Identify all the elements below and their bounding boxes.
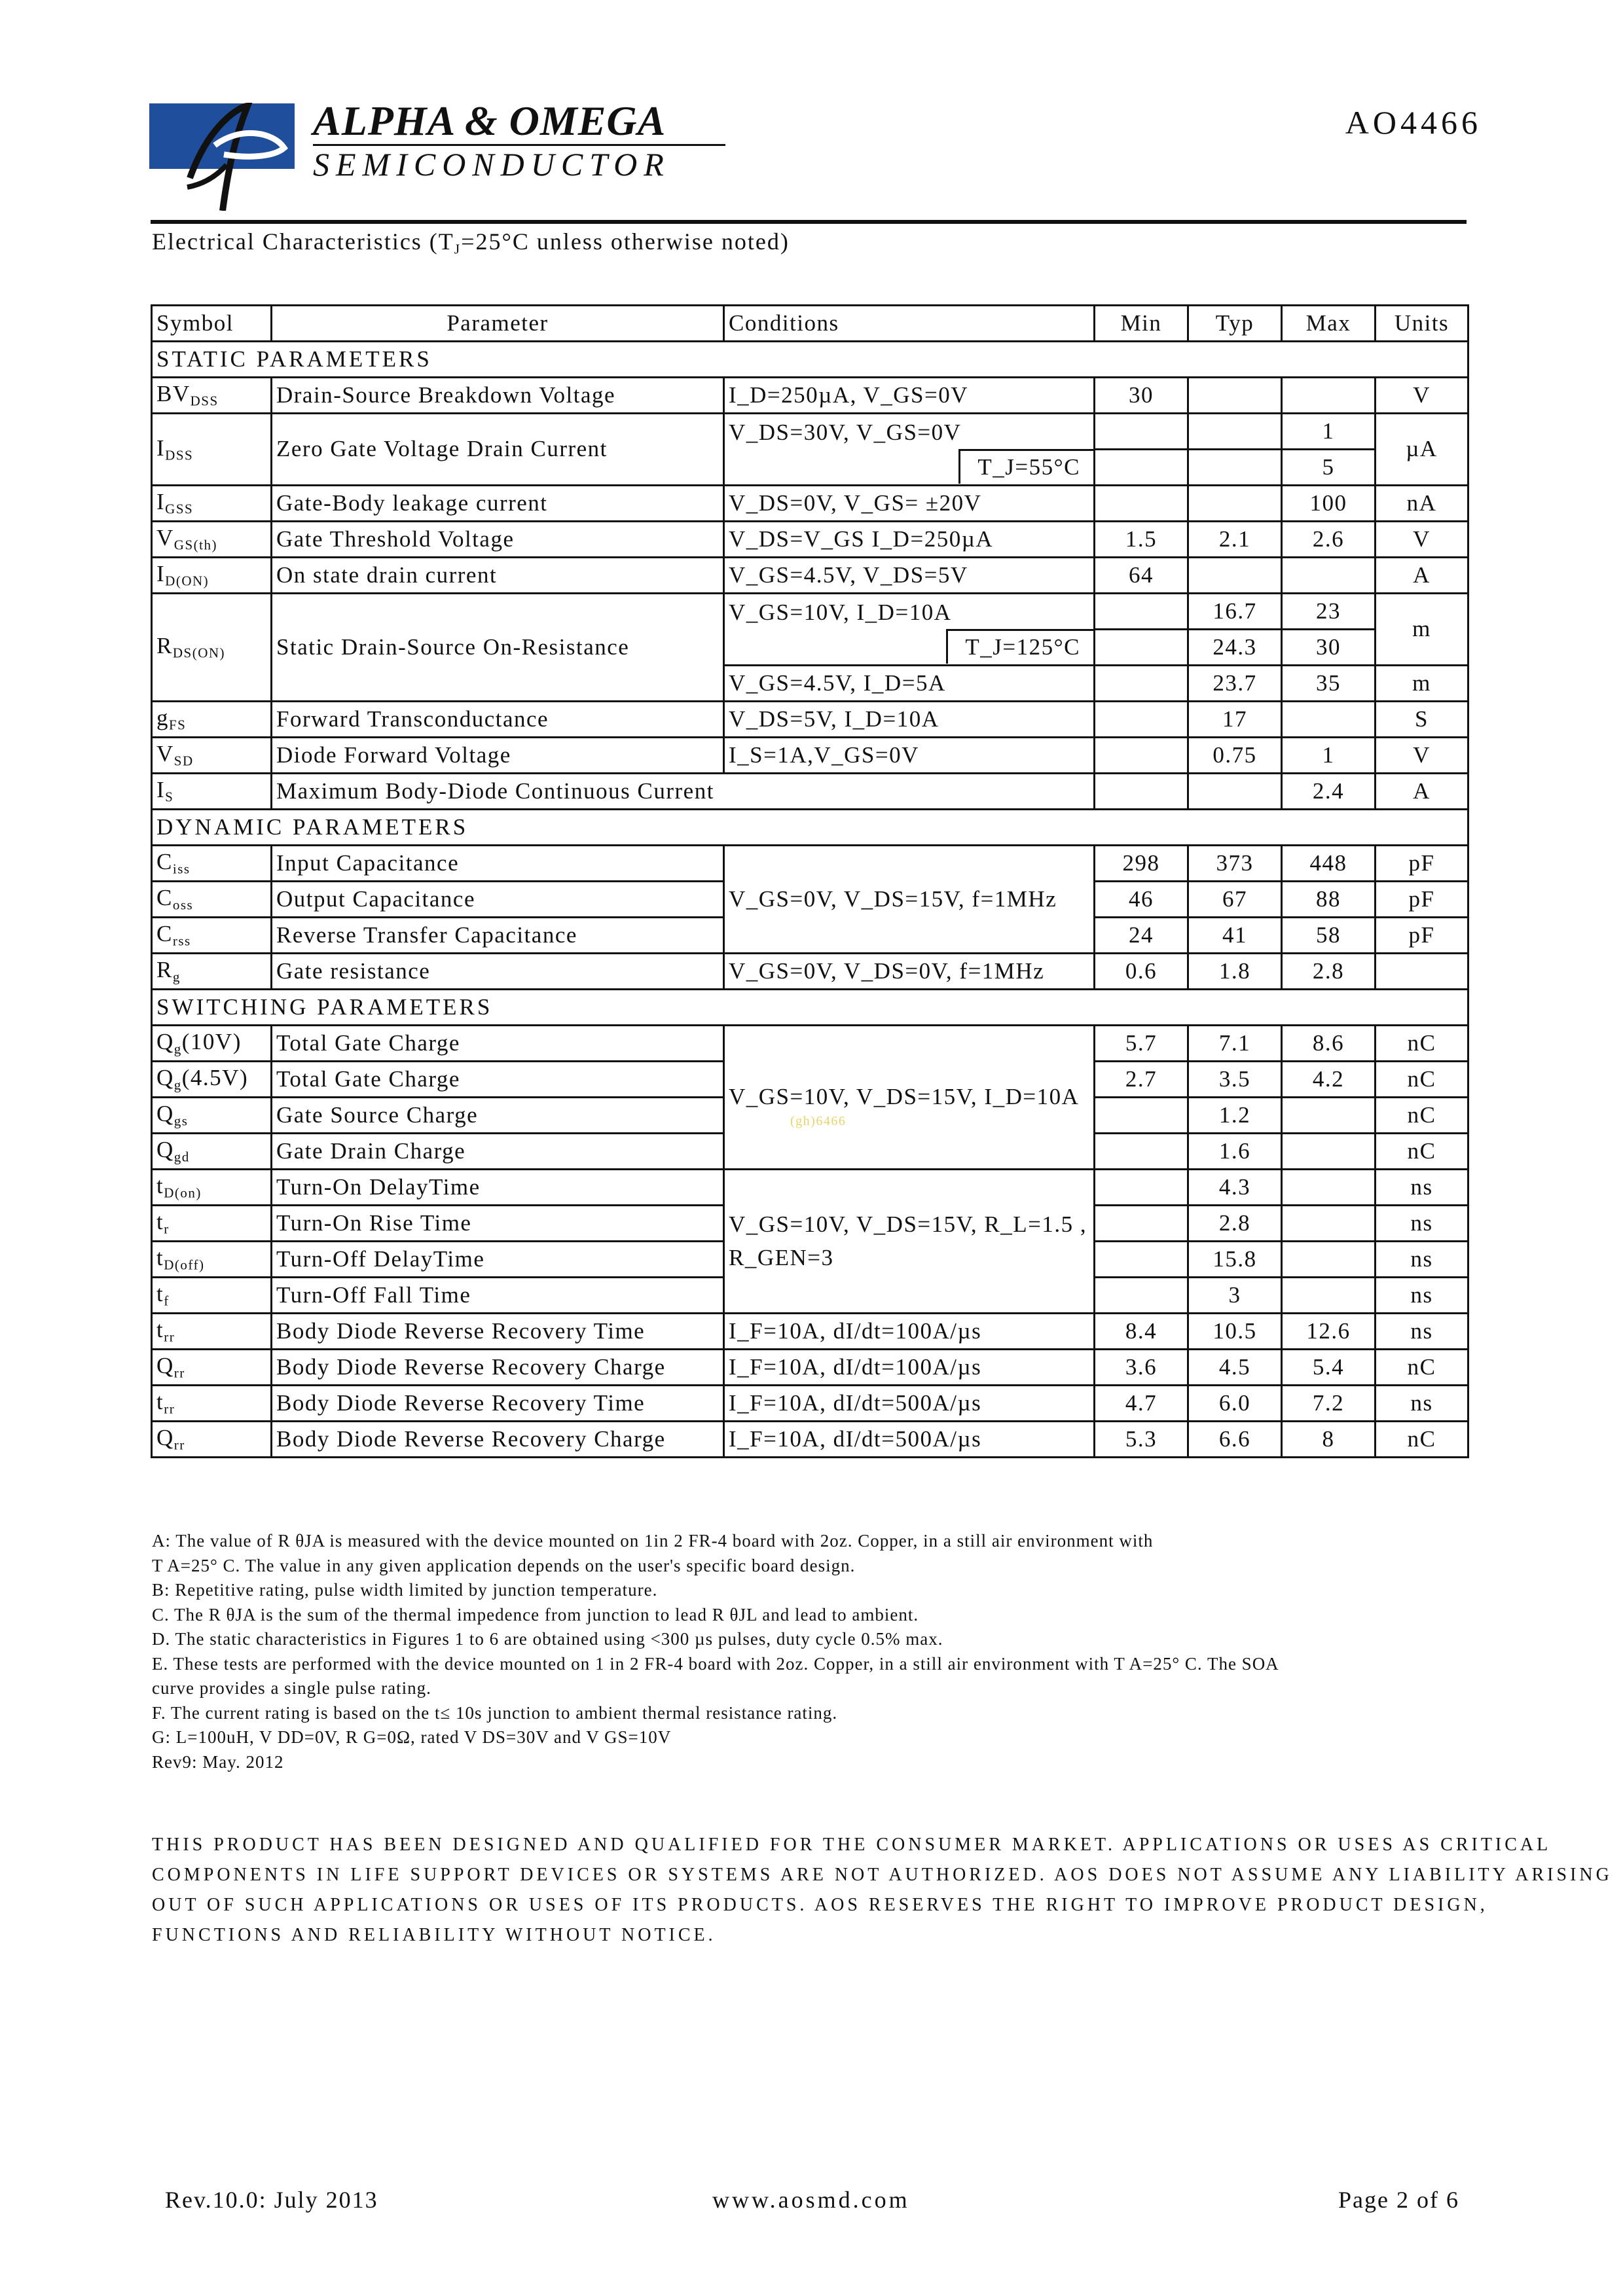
typ-cell: 0.75 [1188, 738, 1282, 774]
conditions-cell: V_DS=30V, V_GS=0V T_J=55°C [724, 414, 1095, 486]
max-cell: 2.6 [1282, 522, 1376, 558]
parameter-cell: Turn-On DelayTime [272, 1170, 724, 1206]
min-cell [1095, 1134, 1188, 1170]
typ-cell: 16.7 [1188, 594, 1282, 630]
parameter-cell: Input Capacitance [272, 846, 724, 882]
table-row [152, 594, 1468, 630]
symbol-cell: $I_{DSS}$ [152, 414, 272, 486]
symbol-cell: $Q_{rr}$ [152, 1350, 272, 1386]
max-cell: 5 [1282, 450, 1376, 486]
parameter-cell: On state drain current [272, 558, 724, 594]
symbol-cell: $t_f$ [152, 1278, 272, 1314]
footer-page-number: Page 2 of 6 [1338, 2187, 1459, 2213]
unit-cell: ns [1376, 1278, 1468, 1314]
table-row [152, 378, 1468, 414]
conditions-cell: V_GS=4.5V, I_D=5A [724, 666, 1095, 702]
section-row [152, 990, 1468, 1026]
section-label: DYNAMIC PARAMETERS [152, 810, 1468, 846]
col-header: Min [1095, 306, 1188, 342]
min-cell [1095, 666, 1188, 702]
unit-cell: ns [1376, 1170, 1468, 1206]
table-row [152, 1170, 1468, 1206]
section-row [152, 810, 1468, 846]
max-cell [1282, 378, 1376, 414]
typ-cell: 2.8 [1188, 1206, 1282, 1242]
max-cell [1282, 1278, 1376, 1314]
table-row [152, 1314, 1468, 1350]
symbol-cell: $t_{rr}$ [152, 1386, 272, 1422]
unit-cell: ns [1376, 1242, 1468, 1278]
max-cell: 23 [1282, 594, 1376, 630]
unit-cell: m [1376, 666, 1468, 702]
symbol-cell: $I_{D(ON)}$ [152, 558, 272, 594]
table-row [152, 522, 1468, 558]
conditions-cell: I_F=10A, dI/dt=100A/µs [724, 1350, 1095, 1386]
typ-cell: 24.3 [1188, 630, 1282, 666]
parameter-cell: Body Diode Reverse Recovery Time [272, 1314, 724, 1350]
col-header: Typ [1188, 306, 1282, 342]
max-cell [1282, 1206, 1376, 1242]
footnote: E. These tests are performed with the device mounted on 1 in 2 FR-4 board with 2oz. Copper, in a still air environment with T A=25° C. The SOA [152, 1653, 1279, 1674]
unit-cell [1376, 954, 1468, 990]
conditions-cell: V_GS=4.5V, V_DS=5V [724, 558, 1095, 594]
symbol-cell: $t_{rr}$ [152, 1314, 272, 1350]
parameter-cell: Zero Gate Voltage Drain Current [272, 414, 724, 486]
symbol-cell: $R_{DS(ON)}$ [152, 594, 272, 702]
unit-cell: A [1376, 774, 1468, 810]
max-cell: 448 [1282, 846, 1376, 882]
max-cell: 1 [1282, 738, 1376, 774]
typ-cell: 17 [1188, 702, 1282, 738]
unit-cell: µA [1376, 414, 1468, 486]
symbol-cell: $Q_{gs}$ [152, 1098, 272, 1134]
min-cell: 5.7 [1095, 1026, 1188, 1062]
unit-cell: nC [1376, 1422, 1468, 1458]
company-name: ALPHA & OMEGA [313, 98, 666, 144]
header-rule [151, 220, 1467, 224]
parameter-cell: Turn-On Rise Time [272, 1206, 724, 1242]
min-cell: 0.6 [1095, 954, 1188, 990]
conditions-cell: V_GS=10V, V_DS=15V, I_D=10A (gh)6466 [724, 1026, 1095, 1170]
conditions-cell: V_DS=0V, V_GS= ±20V [724, 486, 1095, 522]
disclaimer-line: COMPONENTS IN LIFE SUPPORT DEVICES OR SYSTEMS ARE NOT AUTHORIZED. AOS DOES NOT ASSUME ANY LIABILITY ARISING [152, 1865, 1613, 1885]
symbol-cell: $C_{rss}$ [152, 918, 272, 954]
table-row [152, 738, 1468, 774]
unit-cell: nC [1376, 1026, 1468, 1062]
conditions-cell: I_F=10A, dI/dt=500A/µs [724, 1422, 1095, 1458]
min-cell [1095, 702, 1188, 738]
parameter-cell: Gate Source Charge [272, 1098, 724, 1134]
typ-cell: 10.5 [1188, 1314, 1282, 1350]
parameter-cell: Turn-Off Fall Time [272, 1278, 724, 1314]
col-header: Symbol [152, 306, 272, 342]
aos-logo-icon [149, 99, 300, 211]
typ-cell: 6.6 [1188, 1422, 1282, 1458]
parameter-cell: Gate Drain Charge [272, 1134, 724, 1170]
table-row [152, 1350, 1468, 1386]
watermark-mark: (gh)6466 [790, 1114, 847, 1128]
conditions-cell: V_GS=10V, I_D=10A T_J=125°C [724, 594, 1095, 666]
section-label: SWITCHING PARAMETERS [152, 990, 1468, 1026]
parameter-cell: Static Drain-Source On-Resistance [272, 594, 724, 702]
min-cell [1095, 738, 1188, 774]
col-header: Parameter [272, 306, 724, 342]
max-cell: 35 [1282, 666, 1376, 702]
tj-condition: T_J=125°C [946, 629, 1093, 664]
parameter-cell: Gate-Body leakage current [272, 486, 724, 522]
symbol-cell: $t_r$ [152, 1206, 272, 1242]
symbol-cell: $V_{SD}$ [152, 738, 272, 774]
symbol-cell: $I_{GSS}$ [152, 486, 272, 522]
symbol-cell: $Q_g(10V)$ [152, 1026, 272, 1062]
min-cell: 64 [1095, 558, 1188, 594]
disclaimer-line: FUNCTIONS AND RELIABILITY WITHOUT NOTICE. [152, 1925, 716, 1945]
conditions-cell: V_DS=5V, I_D=10A [724, 702, 1095, 738]
parameter-cell: Forward Transconductance [272, 702, 724, 738]
col-header: Max [1282, 306, 1376, 342]
table-row [152, 1386, 1468, 1422]
col-header: Conditions [724, 306, 1095, 342]
typ-cell [1188, 486, 1282, 522]
parameter-cell: Body Diode Reverse Recovery Time [272, 1386, 724, 1422]
section-label: STATIC PARAMETERS [152, 342, 1468, 378]
typ-cell: 373 [1188, 846, 1282, 882]
symbol-cell: $C_{oss}$ [152, 882, 272, 918]
footer-revision: Rev.10.0: July 2013 [165, 2187, 378, 2213]
unit-cell: S [1376, 702, 1468, 738]
max-cell [1282, 702, 1376, 738]
min-cell: 1.5 [1095, 522, 1188, 558]
max-cell: 100 [1282, 486, 1376, 522]
symbol-cell: $Q_{rr}$ [152, 1422, 272, 1458]
symbol-cell: $BV_{DSS}$ [152, 378, 272, 414]
max-cell: 58 [1282, 918, 1376, 954]
typ-cell: 2.1 [1188, 522, 1282, 558]
min-cell: 4.7 [1095, 1386, 1188, 1422]
typ-cell: 6.0 [1188, 1386, 1282, 1422]
max-cell: 88 [1282, 882, 1376, 918]
unit-cell: ns [1376, 1314, 1468, 1350]
min-cell [1095, 774, 1188, 810]
table-row [152, 702, 1468, 738]
min-cell [1095, 450, 1188, 486]
company-subtitle: SEMICONDUCTOR [313, 146, 670, 183]
conditions-cell: I_D=250µA, V_GS=0V [724, 378, 1095, 414]
conditions-cell: V_GS=10V, V_DS=15V, R_L=1.5 , R_GEN=3 [724, 1170, 1095, 1314]
max-cell: 8 [1282, 1422, 1376, 1458]
unit-cell: nC [1376, 1134, 1468, 1170]
parameter-cell: Body Diode Reverse Recovery Charge [272, 1422, 724, 1458]
footnote: T A=25° C. The value in any given application depends on the user's specific board design. [152, 1555, 856, 1575]
parameter-cell: Turn-Off DelayTime [272, 1242, 724, 1278]
col-header: Units [1376, 306, 1468, 342]
typ-cell: 1.2 [1188, 1098, 1282, 1134]
min-cell: 3.6 [1095, 1350, 1188, 1386]
typ-cell: 67 [1188, 882, 1282, 918]
typ-cell [1188, 774, 1282, 810]
unit-cell: pF [1376, 882, 1468, 918]
parameter-cell: Total Gate Charge [272, 1062, 724, 1098]
table-row [152, 558, 1468, 594]
unit-cell: m [1376, 594, 1468, 666]
typ-cell: 3 [1188, 1278, 1282, 1314]
min-cell [1095, 594, 1188, 630]
section-row [152, 342, 1468, 378]
max-cell [1282, 1134, 1376, 1170]
footnotes [152, 1529, 1468, 1774]
conditions-cell: I_S=1A,V_GS=0V [724, 738, 1095, 774]
min-cell [1095, 1098, 1188, 1134]
unit-cell: V [1376, 378, 1468, 414]
parameter-cell: Total Gate Charge [272, 1026, 724, 1062]
unit-cell: V [1376, 522, 1468, 558]
min-cell [1095, 630, 1188, 666]
unit-cell: nC [1376, 1350, 1468, 1386]
electrical-characteristics-table [151, 304, 1469, 1458]
typ-cell: 4.3 [1188, 1170, 1282, 1206]
max-cell [1282, 558, 1376, 594]
conditions-cell: V_GS=0V, V_DS=15V, f=1MHz [724, 846, 1095, 954]
table-row [152, 846, 1468, 882]
max-cell [1282, 1098, 1376, 1134]
footnote: G: L=100uH, V DD=0V, R G=0Ω, rated V DS=30V and V GS=10V [152, 1727, 672, 1747]
parameter-cell: Diode Forward Voltage [272, 738, 724, 774]
unit-cell: A [1376, 558, 1468, 594]
typ-cell: 15.8 [1188, 1242, 1282, 1278]
tj-condition: T_J=55°C [958, 449, 1093, 484]
symbol-cell: $I_S$ [152, 774, 272, 810]
table-row [152, 1422, 1468, 1458]
parameter-cell: Maximum Body-Diode Continuous Current [272, 774, 1095, 810]
unit-cell: ns [1376, 1386, 1468, 1422]
typ-cell [1188, 378, 1282, 414]
footnote: F. The current rating is based on the t≤ 10s junction to ambient thermal resistance rating. [152, 1702, 838, 1723]
max-cell [1282, 1170, 1376, 1206]
unit-cell: nA [1376, 486, 1468, 522]
parameter-cell: Body Diode Reverse Recovery Charge [272, 1350, 724, 1386]
min-cell [1095, 1170, 1188, 1206]
max-cell: 5.4 [1282, 1350, 1376, 1386]
symbol-cell: $g_{FS}$ [152, 702, 272, 738]
parameter-cell: Drain-Source Breakdown Voltage [272, 378, 724, 414]
footnote: B: Repetitive rating, pulse width limited by junction temperature. [152, 1580, 658, 1600]
table-row [152, 1026, 1468, 1062]
parameter-cell: Reverse Transfer Capacitance [272, 918, 724, 954]
symbol-cell: $t_{D(on)}$ [152, 1170, 272, 1206]
min-cell: 298 [1095, 846, 1188, 882]
max-cell [1282, 1242, 1376, 1278]
typ-cell [1188, 414, 1282, 450]
unit-cell: ns [1376, 1206, 1468, 1242]
conditions-cell: V_DS=V_GS I_D=250µA [724, 522, 1095, 558]
unit-cell: pF [1376, 918, 1468, 954]
max-cell: 8.6 [1282, 1026, 1376, 1062]
min-cell [1095, 414, 1188, 450]
footnote: C. The R θJA is the sum of the thermal impedence from junction to lead R θJL and lead to ambient. [152, 1604, 919, 1624]
unit-cell: pF [1376, 846, 1468, 882]
typ-cell: 23.7 [1188, 666, 1282, 702]
typ-cell [1188, 558, 1282, 594]
symbol-cell: $R_g$ [152, 954, 272, 990]
conditions-cell: I_F=10A, dI/dt=500A/µs [724, 1386, 1095, 1422]
min-cell [1095, 1278, 1188, 1314]
company-logo [149, 99, 725, 211]
typ-cell: 7.1 [1188, 1026, 1282, 1062]
min-cell [1095, 1206, 1188, 1242]
footnote: D. The static characteristics in Figures 1 to 6 are obtained using <300 µs pulses, duty cycle 0.5% max. [152, 1629, 943, 1649]
typ-cell [1188, 450, 1282, 486]
symbol-cell: $Q_g(4.5V)$ [152, 1062, 272, 1098]
symbol-cell: $C_{iss}$ [152, 846, 272, 882]
max-cell: 12.6 [1282, 1314, 1376, 1350]
table-row [152, 414, 1468, 450]
footnote: Rev9: May. 2012 [152, 1751, 284, 1772]
conditions-cell: V_GS=0V, V_DS=0V, f=1MHz [724, 954, 1095, 990]
min-cell: 24 [1095, 918, 1188, 954]
part-number: AO4466 [1345, 104, 1482, 141]
min-cell: 46 [1095, 882, 1188, 918]
footnote: A: The value of R θJA is measured with the device mounted on 1in 2 FR-4 board with 2oz. Copper, in a still air environment with [152, 1531, 1154, 1551]
unit-cell: V [1376, 738, 1468, 774]
footnote: curve provides a single pulse rating. [152, 1678, 431, 1698]
table-row [152, 954, 1468, 990]
max-cell: 7.2 [1282, 1386, 1376, 1422]
max-cell: 30 [1282, 630, 1376, 666]
typ-cell: 41 [1188, 918, 1282, 954]
min-cell [1095, 486, 1188, 522]
table-row [152, 486, 1468, 522]
section-title: Electrical Characteristics ($T_J=25^\circ C$ unless otherwise noted) [152, 228, 790, 257]
min-cell: 8.4 [1095, 1314, 1188, 1350]
table-header-row [152, 306, 1468, 342]
typ-cell: 1.8 [1188, 954, 1282, 990]
min-cell: 30 [1095, 378, 1188, 414]
max-cell: 2.4 [1282, 774, 1376, 810]
typ-cell: 1.6 [1188, 1134, 1282, 1170]
parameter-cell: Gate Threshold Voltage [272, 522, 724, 558]
footer-website: www.aosmd.com [712, 2187, 910, 2213]
table-row [152, 774, 1468, 810]
min-cell: 2.7 [1095, 1062, 1188, 1098]
symbol-cell: $Q_{gd}$ [152, 1134, 272, 1170]
disclaimer-line: OUT OF SUCH APPLICATIONS OR USES OF ITS PRODUCTS. AOS RESERVES THE RIGHT TO IMPROVE PRODUCT DESIGN, [152, 1895, 1488, 1915]
typ-cell: 4.5 [1188, 1350, 1282, 1386]
conditions-cell: I_F=10A, dI/dt=100A/µs [724, 1314, 1095, 1350]
disclaimer [152, 1830, 1613, 1950]
parameter-cell: Output Capacitance [272, 882, 724, 918]
unit-cell: nC [1376, 1062, 1468, 1098]
parameter-cell: Gate resistance [272, 954, 724, 990]
symbol-cell: $V_{GS(th)}$ [152, 522, 272, 558]
min-cell [1095, 1242, 1188, 1278]
disclaimer-line: THIS PRODUCT HAS BEEN DESIGNED AND QUALIFIED FOR THE CONSUMER MARKET. APPLICATIONS OR USES AS CRITICAL [152, 1835, 1552, 1855]
unit-cell: nC [1376, 1098, 1468, 1134]
typ-cell: 3.5 [1188, 1062, 1282, 1098]
max-cell: 2.8 [1282, 954, 1376, 990]
max-cell: 1 [1282, 414, 1376, 450]
max-cell: 4.2 [1282, 1062, 1376, 1098]
symbol-cell: $t_{D(off)}$ [152, 1242, 272, 1278]
min-cell: 5.3 [1095, 1422, 1188, 1458]
